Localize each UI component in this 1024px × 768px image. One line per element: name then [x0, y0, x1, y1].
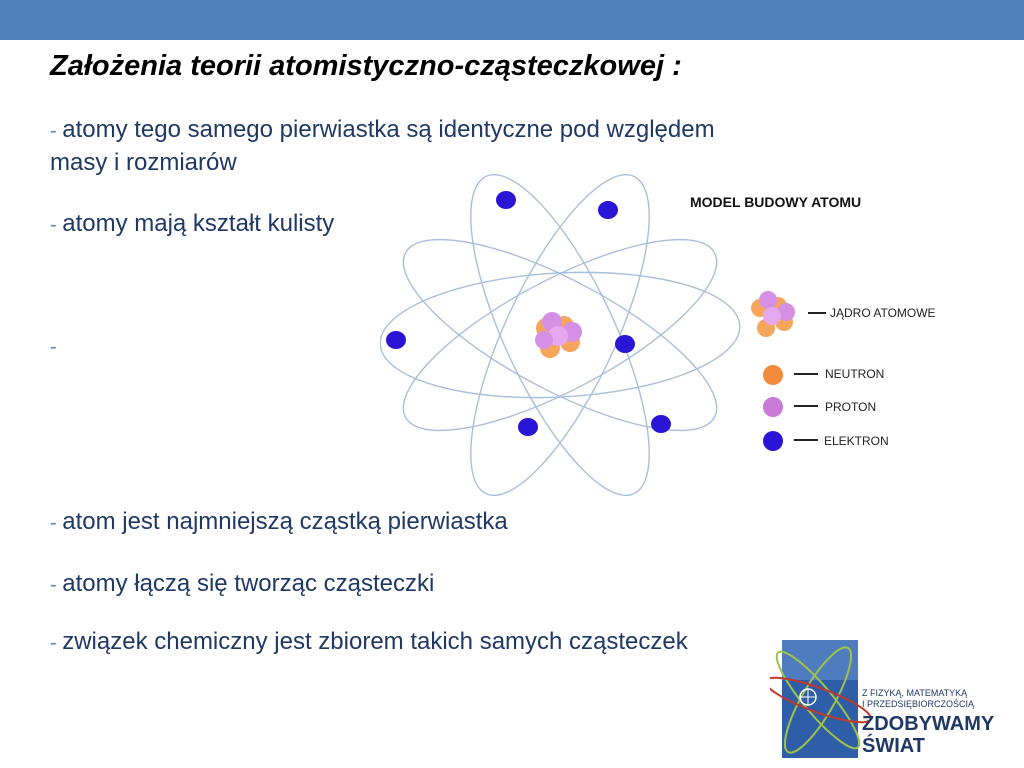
- electron: [386, 331, 406, 349]
- bullet-dash: -: [50, 574, 63, 596]
- bullet-text: atomy łączą się tworząc cząsteczki: [62, 570, 435, 597]
- legend-nucleus: [751, 291, 936, 337]
- bullet-dash: -: [50, 632, 63, 654]
- logo-line-1: Z FIZYKĄ, MATEMATYKĄ: [862, 688, 968, 698]
- legend-neutron: [763, 365, 884, 385]
- bullet-dash: -: [50, 512, 63, 534]
- legend-nucleus-label: JĄDRO ATOMOWE: [830, 306, 936, 320]
- bullet-dash: -: [50, 214, 63, 236]
- diagram-title: MODEL BUDOWY ATOMU: [690, 194, 862, 210]
- slide-title: Założenia teorii atomistyczno-cząsteczkowej :: [50, 50, 682, 82]
- logo-line-4: ŚWIAT: [862, 735, 925, 757]
- proton-icon: [763, 397, 783, 417]
- electron: [496, 191, 516, 209]
- legend-electron: [763, 431, 889, 451]
- project-logo: [770, 622, 1024, 762]
- legend-proton: [763, 397, 876, 417]
- bullet-6: [50, 626, 690, 659]
- legend-neutron-label: NEUTRON: [825, 367, 885, 381]
- electron: [598, 201, 618, 219]
- bullet-text: związek chemiczny jest zbiorem takich samych cząsteczek: [62, 628, 688, 655]
- bullet-dash: -: [50, 336, 57, 358]
- electron: [651, 415, 671, 433]
- electron: [615, 335, 635, 353]
- header-bar: [0, 0, 1024, 40]
- bullet-text: atomy tego samego pierwiastka są identyczne pod względem masy i rozmiarów: [50, 116, 715, 176]
- nucleus: [535, 312, 582, 358]
- electron-icon: [763, 431, 783, 451]
- bullet-3: [50, 330, 57, 363]
- electron: [518, 418, 538, 436]
- bullet-2: [50, 208, 334, 241]
- legend-proton-label: PROTON: [825, 400, 877, 414]
- bullet-5: [50, 568, 434, 601]
- logo-line-3: ZDOBYWAMY: [862, 713, 995, 735]
- neutron-icon: [763, 365, 783, 385]
- bullet-text: atom jest najmniejszą cząstką pierwiastka: [62, 508, 508, 535]
- bullet-text: atomy mają kształt kulisty: [62, 210, 335, 237]
- legend-electron-label: ELEKTRON: [824, 434, 889, 448]
- logo-line-2: I PRZEDSIĘBIORCZOŚCIĄ: [862, 699, 975, 709]
- bullet-dash: -: [50, 120, 63, 142]
- atom-model-diagram: [380, 160, 970, 520]
